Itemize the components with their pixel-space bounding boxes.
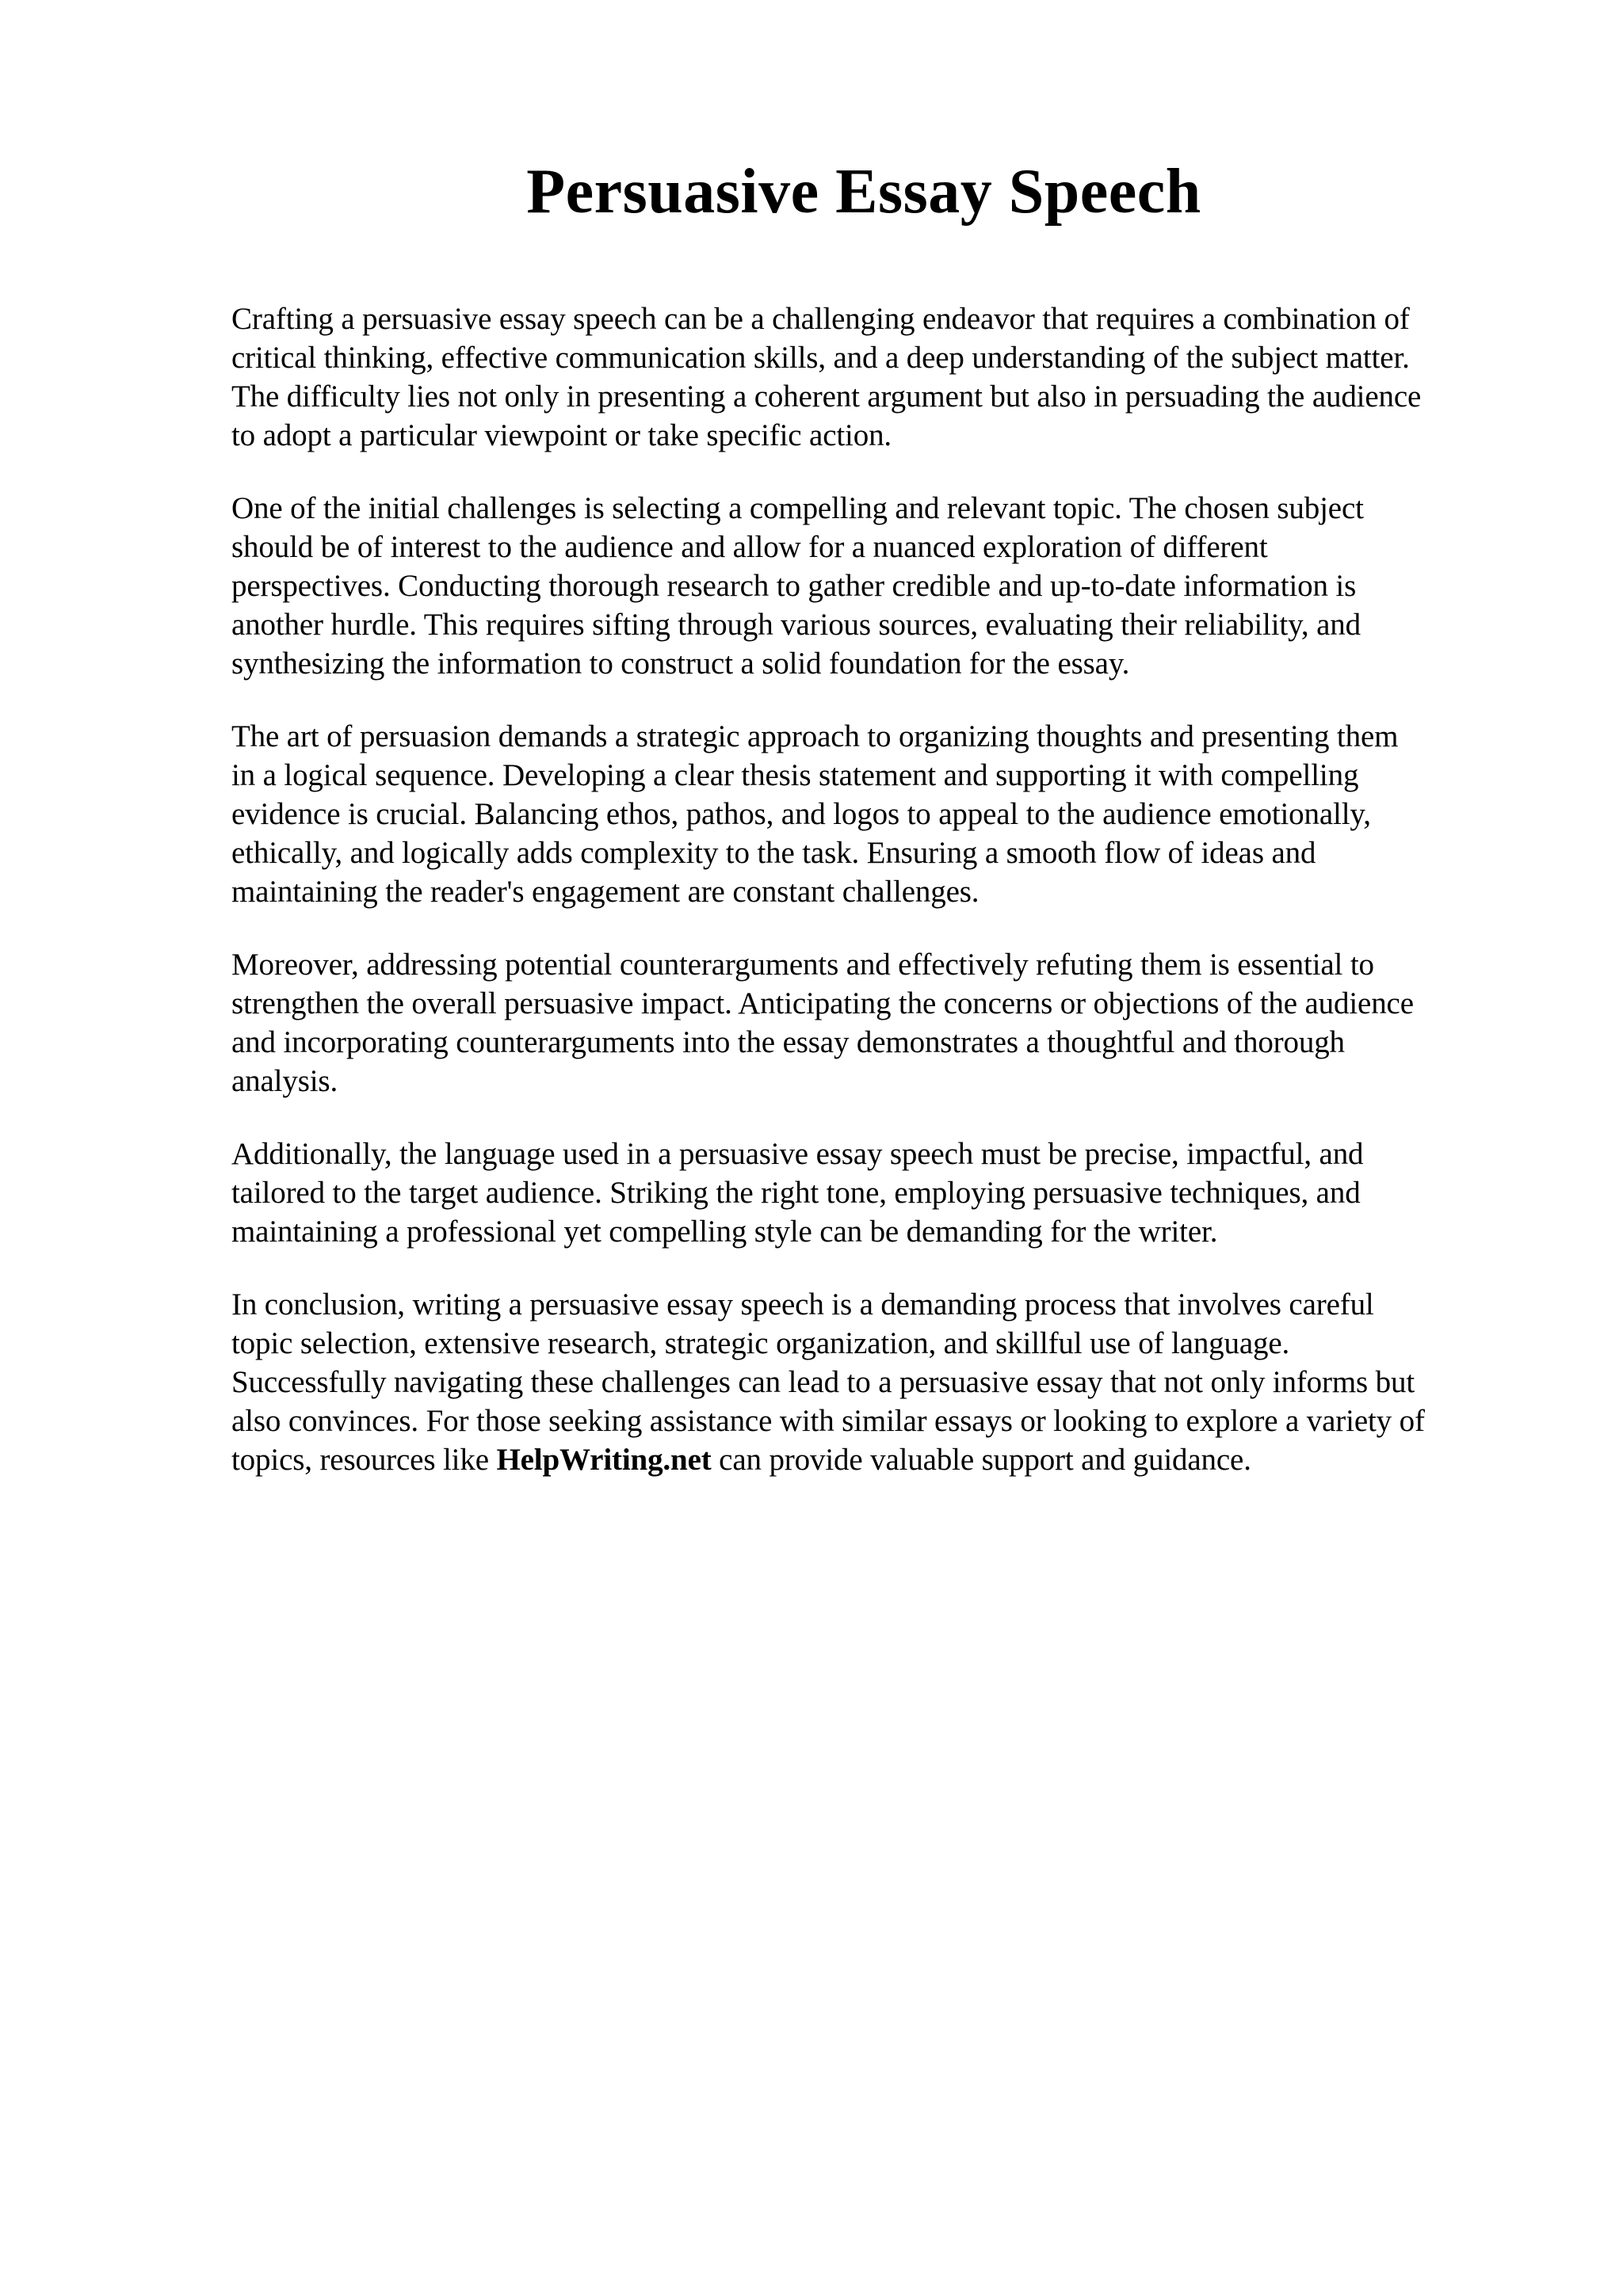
conclusion-paragraph [231,1285,1547,1479]
paragraph-line: In conclusion, writing a persuasive essay speech is a demanding process that involves careful [231,1287,1374,1322]
paragraph-line: Crafting a persuasive essay speech can be a challenging endeavor that requires a combination of [231,302,1410,336]
paragraph-2 [231,489,1547,683]
paragraph-line: analysis. [231,1064,338,1098]
essay-body [231,299,1547,1513]
paragraph-line: also convinces. For those seeking assistance with similar essays or looking to explore a variety of [231,1404,1425,1438]
paragraph-line: evidence is crucial. Balancing ethos, pathos, and logos to appeal to the audience emotionally, [231,797,1371,831]
paragraph-line: The difficulty lies not only in presenting a coherent argument but also in persuading the audience [231,379,1422,414]
paragraph-line: Successfully navigating these challenges can lead to a persuasive essay that not only informs but [231,1365,1415,1399]
paragraph-line: Additionally, the language used in a persuasive essay speech must be precise, impactful, and [231,1137,1364,1171]
paragraph-line: tailored to the target audience. Striking the right tone, employing persuasive techniques, and [231,1176,1361,1210]
brand-name: HelpWriting.net [496,1443,712,1477]
conclusion-text-after-brand: can provide valuable support and guidance. [711,1443,1251,1477]
paragraph-line: The art of persuasion demands a strategic approach to organizing thoughts and presenting them [231,719,1399,753]
paragraph-line: should be of interest to the audience and allow for a nuanced exploration of different [231,530,1268,564]
paragraph-line-with-brand [231,1440,1547,1479]
paragraph-line: ethically, and logically adds complexity to the task. Ensuring a smooth flow of ideas and [231,836,1316,870]
paragraph-5 [231,1135,1547,1251]
paragraph-3 [231,717,1547,911]
paragraph-line: critical thinking, effective communication skills, and a deep understanding of the subject matter. [231,341,1410,375]
paragraph-4 [231,945,1547,1100]
paragraph-line: Moreover, addressing potential counterarguments and effectively refuting them is essential to [231,948,1374,982]
paragraph-line: in a logical sequence. Developing a clear thesis statement and supporting it with compelling [231,758,1359,792]
paragraph-line: synthesizing the information to construct a solid foundation for the essay. [231,646,1130,681]
paragraph-line: and incorporating counterarguments into the essay demonstrates a thoughtful and thorough [231,1025,1345,1059]
paragraph-1 [231,299,1547,455]
conclusion-text-before-brand: topics, resources like [231,1443,497,1477]
paragraph-line: maintaining the reader's engagement are constant challenges. [231,875,980,909]
paragraph-line: maintaining a professional yet compelling style can be demanding for the writer. [231,1215,1218,1249]
page-title: Persuasive Essay Speech [526,157,1201,227]
paragraph-line: topic selection, extensive research, strategic organization, and skillful use of language. [231,1326,1290,1360]
paragraph-line: strengthen the overall persuasive impact. Anticipating the concerns or objections of the audience [231,986,1414,1020]
paragraph-line: perspectives. Conducting thorough research to gather credible and up-to-date information is [231,569,1357,603]
paragraph-line: One of the initial challenges is selecting a compelling and relevant topic. The chosen subject [231,491,1364,525]
paragraph-line: to adopt a particular viewpoint or take specific action. [231,418,892,452]
paragraph-line: another hurdle. This requires sifting through various sources, evaluating their reliability, and [231,608,1361,642]
